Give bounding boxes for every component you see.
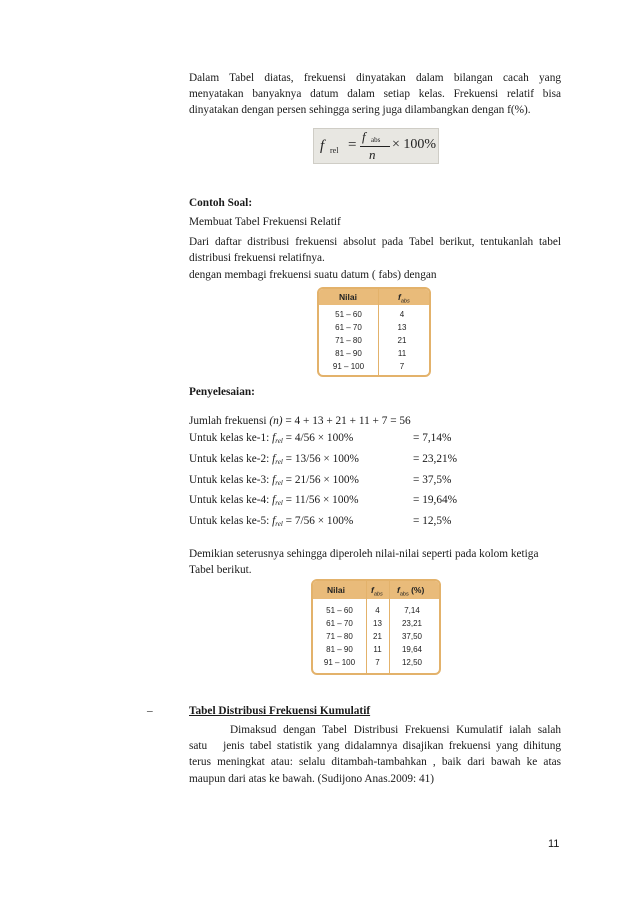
bullet-dash: –	[147, 705, 153, 717]
formula-equals: =	[348, 137, 357, 153]
kelas-2-calc: Untuk kelas ke-2: $f_{rel} = 13/56 \times 100\%$	[189, 453, 359, 466]
table-2-header-fpercent: $f_{abs}$ (%)	[397, 585, 425, 598]
formula-numerator: f	[362, 129, 366, 144]
contoh-question-line-2: distribusi frekuensi relatifnya.	[189, 252, 325, 264]
kelas-5-result: = 12,5%	[413, 515, 452, 527]
table-row-f: 4	[375, 606, 380, 615]
table-row-nilai: 51 – 60	[335, 310, 362, 319]
table-row-f: 7	[375, 658, 380, 667]
kelas-5-calc: Untuk kelas ke-5: $f_{rel} = 7/56 \times 100\%$	[189, 515, 354, 528]
intro-line-1: Dalam Tabel diatas, frekuensi dinyatakan dalam bilangan cacah yang	[189, 72, 561, 84]
formula-times-100: × 100%	[392, 137, 437, 152]
intro-line-3: dinyatakan dengan persen sehingga sering juga dilambangkan dengan f(%).	[189, 104, 531, 116]
table-row-nilai: 61 – 70	[335, 323, 362, 332]
demikian-line-2: Tabel berikut.	[189, 564, 252, 576]
formula-rel: rel	[330, 146, 339, 155]
table-row-f: 4	[399, 310, 405, 319]
contoh-subheading: Membuat Tabel Frekuensi Relatif	[189, 216, 341, 228]
kumulatif-line-1: Dimaksud dengan Tabel Distribusi Frekuensi Kumulatif ialah salah	[230, 724, 561, 736]
relative-frequency-formula	[313, 128, 439, 164]
demikian-line-1: Demikian seterusnya sehingga diperoleh nilai-nilai seperti pada kolom ketiga	[189, 548, 539, 560]
table-row-nilai: 81 – 90	[335, 349, 362, 358]
table-row-nilai: 91 – 100	[323, 658, 356, 667]
penyelesaian-heading: Penyelesaian:	[189, 386, 255, 398]
kelas-2-result: = 23,21%	[413, 453, 458, 465]
kelas-3-calc: Untuk kelas ke-3: $f_{rel} = 21/56 \times 100\%$	[189, 474, 359, 487]
kelas-4-result: = 19,64%	[413, 494, 458, 506]
kumulatif-line-2: satu jenis tabel statistik yang didalamnya disajikan frekuensi yang dihitung	[189, 740, 561, 752]
table-row-nilai: 51 – 60	[326, 606, 353, 615]
formula-denominator: n	[369, 147, 376, 162]
table-row-nilai: 71 – 80	[335, 336, 362, 345]
table-row-f: 21	[397, 336, 407, 345]
table-2-header-nilai: Nilai	[327, 585, 345, 595]
formula-numerator-sub: abs	[371, 136, 381, 144]
formula-f: f	[320, 138, 325, 154]
contoh-question-line-3: dengan membagi frekuensi suatu datum ( fabs) dengan	[189, 269, 437, 281]
kelas-4-calc: Untuk kelas ke-4: $f_{rel} = 11/56 \times 100\%$	[189, 494, 359, 507]
table-1-header	[319, 289, 429, 305]
kelas-1-calc: Untuk kelas ke-1: $f_{rel} = 4/56 \times 100\%$	[189, 432, 354, 445]
intro-line-2: menyatakan banyaknya datum dalam setiap kelas. Frekuensi relatif bisa	[189, 88, 561, 100]
kumulatif-line-4: maupun dari atas ke bawah. (Sudijono Anas.2009: 41)	[189, 773, 435, 785]
table-relative-frequency	[311, 579, 441, 675]
contoh-question-line-1: Dari daftar distribusi frekuensi absolut pada Tabel berikut, tentukanlah tabel	[189, 236, 561, 248]
table-row-f: 11	[373, 645, 382, 654]
table-1-header-fabs: $f_{abs}$	[398, 292, 410, 305]
kelas-1-result: = 7,14%	[413, 432, 452, 444]
table-row-percent: 19,64	[401, 645, 423, 654]
table-absolute-frequency	[317, 287, 431, 377]
contoh-heading: Contoh Soal:	[189, 197, 253, 209]
table-row-f: 21	[373, 632, 382, 641]
kumulatif-line-3: terus meningkat atau: selalu ditambah-tambahkan , baik dari bawah ke atas	[189, 756, 561, 768]
table-row-percent: 12,50	[401, 658, 423, 667]
table-row-nilai: 71 – 80	[326, 632, 353, 641]
table-row-nilai: 61 – 70	[326, 619, 353, 628]
table-row-f: 13	[397, 323, 407, 332]
table-row-percent: 37,50	[401, 632, 423, 641]
table-row-f: 13	[373, 619, 382, 628]
kelas-3-result: = 37,5%	[413, 474, 452, 486]
table-row-f: 11	[397, 349, 407, 358]
table-row-nilai: 81 – 90	[326, 645, 353, 654]
table-row-percent: 23,21	[401, 619, 423, 628]
table-1-header-nilai: Nilai	[339, 292, 357, 302]
kumulatif-heading: Tabel Distribusi Frekuensi Kumulatif	[189, 705, 371, 717]
table-row-nilai: 91 – 100	[332, 362, 365, 371]
table-2-header-fabs: $f_{abs}$	[371, 585, 383, 598]
page-number: 11	[548, 838, 560, 850]
table-row-percent: 7,14	[404, 606, 420, 615]
total-frequency: Jumlah frekuensi (n) = 4 + 13 + 21 + 11 + 7 = 56	[189, 415, 411, 427]
table-row-f: 7	[399, 362, 405, 371]
